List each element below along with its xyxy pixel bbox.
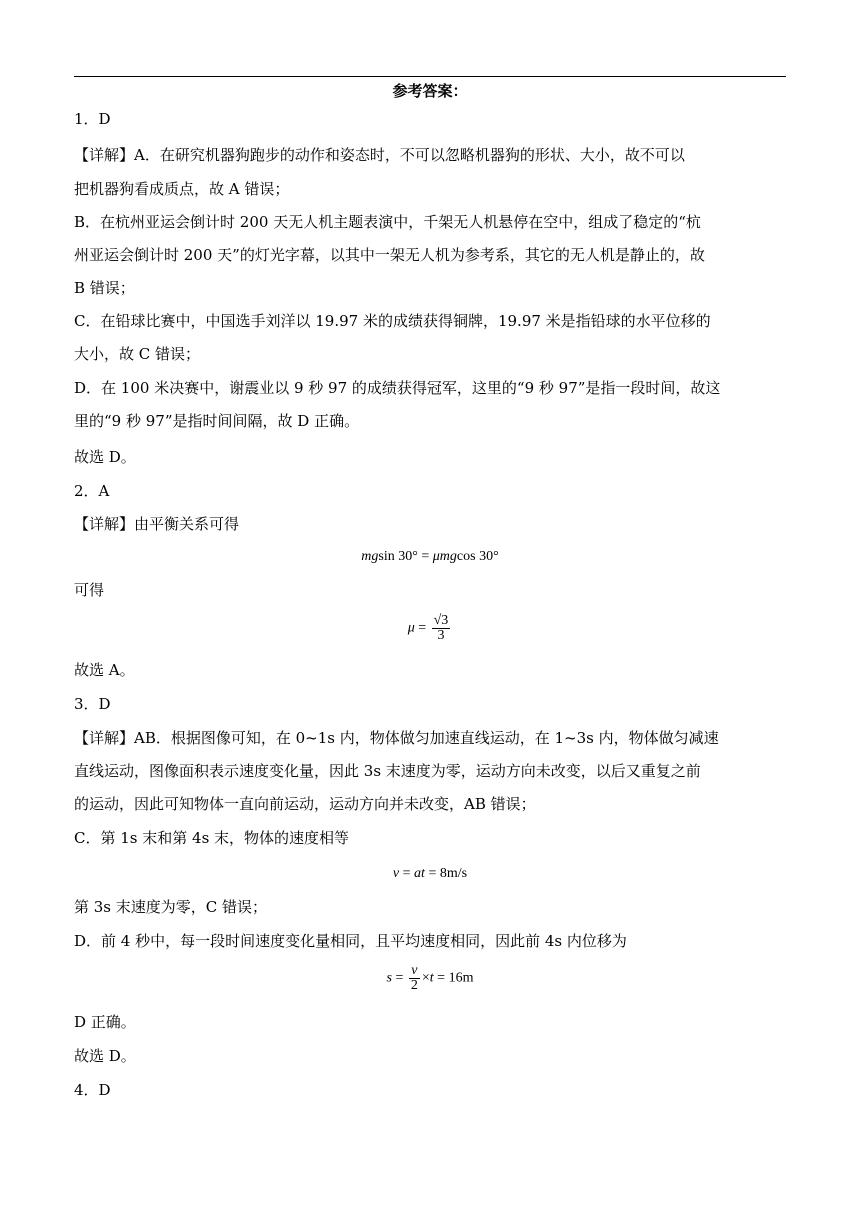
text-line: 直线运动，图像面积表示速度变化量，因此 3s 末速度为零，运动方向未改变，以后又重复之前 [74,762,701,780]
text-line: B 错误； [74,279,135,297]
equation-2: μ = $\frac{√3}{3}$ [407,613,449,643]
text-line: C．第 1s 末和第 4s 末，物体的速度相等 [74,829,350,847]
top-rule [74,76,786,77]
text-line: 故选 D。 [74,1047,136,1065]
text-line: D．前 4 秒中，每一段时间速度变化量相同，且平均速度相同，因此前 4s 内位移为 [74,932,627,950]
equation-4: s = $\frac{v}{2}$ ×t = 16m [386,963,474,993]
answer-4: 4．D [74,1081,111,1099]
text-line: 故选 A。 [74,661,135,679]
text-line: 【详解】AB．根据图像可知，在 0~1s 内，物体做匀加速直线运动，在 1~3s 内，物体做匀减速 [74,729,719,747]
text-line: 大小，故 C 错误； [74,345,201,363]
answer-3: 3．D [74,695,111,713]
answer-2: 2．A [74,482,110,500]
page-title: 参考答案： [392,82,468,100]
text-line: D．在 100 米决赛中，谢震业以 9 秒 97 的成绩获得冠军，这里的“9 秒 97”是指一段时间，故这 [74,379,721,397]
text-line: 故选 D。 [74,448,136,466]
text-line: 州亚运会倒计时 200 天”的灯光字幕，以其中一架无人机为参考系，其它的无人机是静止的，故 [74,246,705,264]
text-line: C．在铅球比赛中，中国选手刘洋以 19.97 米的成绩获得铜牌，19.97 米是指铅球的水平位移的 [74,312,711,330]
text-line: 把机器狗看成质点，故 A 错误； [74,180,290,198]
equation-3: v = at = 8m/s [392,866,468,881]
text-line: 里的“9 秒 97”是指时间间隔，故 D 正确。 [74,412,360,430]
fraction: $\frac{√3}{3}$ [433,613,449,643]
text-line: 【详解】A．在研究机器狗跑步的动作和姿态时，不可以忽略机器狗的形状、大小，故不可以 [74,146,685,164]
equation-1: mgsin 30° = μmgcos 30° [361,549,499,564]
text-line: 第 3s 末速度为零，C 错误； [74,898,268,916]
text-line: B．在杭州亚运会倒计时 200 天无人机主题表演中，千架无人机悬停在空中，组成了稳定的“杭 [74,213,701,231]
text-line: 【详解】由平衡关系可得 [74,515,240,533]
text-line: 的运动，因此可知物体一直向前运动，运动方向并未改变，AB 错误； [74,795,536,813]
text-line: D 正确。 [74,1013,136,1031]
text-line: 可得 [74,581,105,599]
answer-1: 1．D [74,110,111,128]
fraction: $\frac{v}{2}$ [410,963,418,993]
